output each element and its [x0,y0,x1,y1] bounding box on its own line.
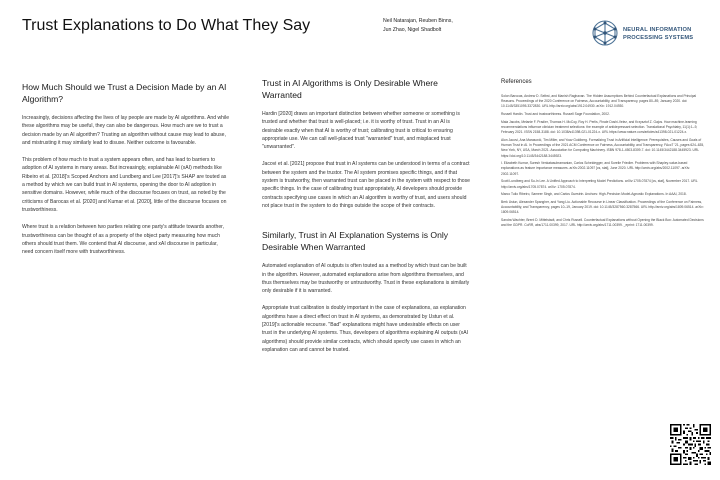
poster-title: Trust Explanations to Do What They Say [22,17,311,34]
intro-heading: How Much Should we Trust a Decision Made by an AI Algorithm? [22,82,227,104]
column-trust [262,78,470,354]
reference-item: Alon Jacovi, Ana Marasović, Tim Miller, and Yoav Goldberg. Formalizing Trust in Artificial Intelligence: Prerequisites, Causes and Goals of Human Trust in AI. In Proceedings of the 2021 ACM Conference on Fairness, Accountability, and Transparency, FAccT '21, pages 624–635, New York, NY, USA, March 2021. Association for Computing Machinery. ISBN 978-1-4503-8309-7. doi: 10.1145/3442188.3445923. URL https://doi.org/10.1145/3442188.3445923. [501,137,705,158]
intro-paragraph-3: Where trust is a relation between two parties relating one party's attitude towards another, trustworthiness can be thought of as a property of the object party measuring how much others should trust them. We contend that AI discourse, and xAI discourse in particular, need concern itself more with trustworthiness. [22,224,225,256]
section-trust-paragraph-1: Hardin [2020] draws an important distinction between whether someone or something is trusted and whether that trust is well-placed; i.e. it is worthy of trust. Trust in an AI is desirable exactly when that AI is worthy of trust; calibrating trust is critical to ensuring appropriate use. We can call well-placed trust "warranted" trust, and misplaced trust "unwarranted". [262,111,460,151]
section-explanation-paragraph-1: Automated explanation of AI outputs is often touted as a method by which trust can be built in the algorithm. However, automated explanations arise from algorithms themselves, and thus themselves may be trustworthy or untrustworthy. Trust in these explanations is similarly only desirable if it is warranted. [262,263,470,295]
section-explanation-paragraph-2: Appropriate trust calibration is doubly important in the case of explanations, as explanation algorithms have a direct effect on trust in AI systems, as demonstrated by Ustun et al. [2019]'s actionable recourse. "Bad" explanations might have undesirable effects on user trust in the underlying AI systems. Thus, developers of algorithms explaining AI outputs (xAI algorithms) should provide similar contracts, which should specify use cases in which an explanation can and cannot be trusted. [262,305,469,353]
author-line-2: Jun Zhao, Nigel Shadbolt [383,26,442,33]
section-explanation-heading: Similarly, Trust in AI Explanation Systems is Only Desirable When Warranted [262,230,449,252]
author-list [383,17,453,34]
neurips-logo [590,18,710,52]
author-line-1: Neil Natarajan, Reuben Binns, [383,18,453,24]
reference-item: Russell Hardin. Trust and trustworthiness. Russell Sage Foundation, 2002. [501,112,610,117]
column-intro [22,82,230,256]
reference-item: Maia Jacobs, Melanie F. Pradier, Thomas H. McCoy, Roy H. Perlis, Finale Doshi-Velez, and Krzysztof Z. Gajos. How machine-learning recommendations influence clinician treatment selections: the example of antidepressant selection. Translational Psychiatry, 11(1):1–9, February 2021. ISSN 2158-3188. doi: 10.1038/s41398-021-01224-x. URL https://www.nature.com/articles/s41398-021-01224-x. [501,119,698,135]
section-trust-heading: Trust in AI Algorithms is Only Desirable Where Warranted [262,78,438,100]
qr-code[interactable] [670,424,711,465]
intro-paragraph-1: Increasingly, decisions affecting the lives of lay people are made by AI algorithms. And while these algorithms may be useful, they can also be dangerous. How much are we to trust a decision made by an AI algorithm? Trusting an algorithm without cause may lead to abuse, and mistrusting it may similarly lead to disuse. Neither outcome is favourable. [22,115,230,146]
reference-item: I. Elizabeth Kumar, Suresh Venkatasubramanian, Carlos Scheidegger, and Sorelle Friedler. Problems with Shapley-value-based explanations as feature importance measures. arXiv:2002.11097 [cs, stat], June 2020. URL http://arxiv.org/abs/2002.11097. arXiv: 2002.11097. [501,161,691,176]
references-heading: References [501,79,532,85]
neurips-logo-icon [590,18,620,48]
reference-item: Marco Tulio Ribeiro, Sameer Singh, and Carlos Guestrin. Anchors: High-Precision Model-Agnostic Explanations. In AAAI, 2018. [501,192,687,197]
references-section [501,79,706,231]
logo-text-line-1: NEURAL INFORMATION [623,27,692,33]
reference-item: Sandra Wachter, Brent D. Mittelstadt, and Chris Russell. Counterfactual Explanations without Opening the Black Box: Automated Decisions and the GDPR. CoRR, abs/1711.00399, 2017. URL http://arxiv.org/abs/1711.00399. _eprint: 1711.00399. [501,218,704,228]
reference-item: Scott Lundberg and Su-In Lee. A Unified Approach to Interpreting Model Predictions. arXiv:1705.07874 [cs, stat], November 2017. URL http://arxiv.org/abs/1705.07874. arXiv: 1705.07874. [501,179,698,189]
section-trust-paragraph-2: Jacovi et al. [2021] propose that trust in AI systems can be understood in terms of a contract between the system and the trustor. The AI system promises specific things, and if that system is trustworthy, then warranted trust can be placed in the system with respect to those specific things. In the case of calibrating trust appropriately, AI developers should provide contracts specifying use cases in which an AI algorithm is worthy of trust, and users should not place trust in the system to do things outside the scope of their contracts. [262,161,470,209]
reference-item: Berk Ustun, Alexander Spangher, and Yang Liu. Actionable Recourse in Linear Classification. Proceedings of the Conference on Fairness, Accountability, and Transparency, pages 10–19, January 2019. doi: 10.1145/3287560.3287566. URL http://arxiv.org/abs/1809.06514. arXiv: 1809.06514. [501,199,704,215]
logo-text-line-2: PROCESSING SYSTEMS [623,35,694,41]
reference-item: Solon Barocas, Andrew D. Selbst, and Manish Raghavan. The Hidden Assumptions Behind Counterfactual Explanations and Principal Reasons. Proceedings of the 2020 Conference on Fairness, Accountability, and Transparency, pages 80–89, January 2020. doi: 10.1145/3351095.3372830. URL http://arxiv.org/abs/1912.04930. arXiv: 1912.04930. [501,94,697,109]
intro-paragraph-2: This problem of how much to trust a system appears often, and has lead to barriers to adoption of AI systems in many areas. But increasingly, explainable AI (xAI) methods like Ribeiro et al. [2018]'s Scoped Anchors and Lundberg and Lee [2017]'s SHAP are touted as a method by which we can build trust in AI systems, opening the door to AI adoption in sensitive domains. However, while much of the discourse focuses on trust, as noted by the criticisms of Barocas et al. [2020] and Kumar et al. [2020], little of the discourse focuses on trustworthiness. [22,157,227,213]
